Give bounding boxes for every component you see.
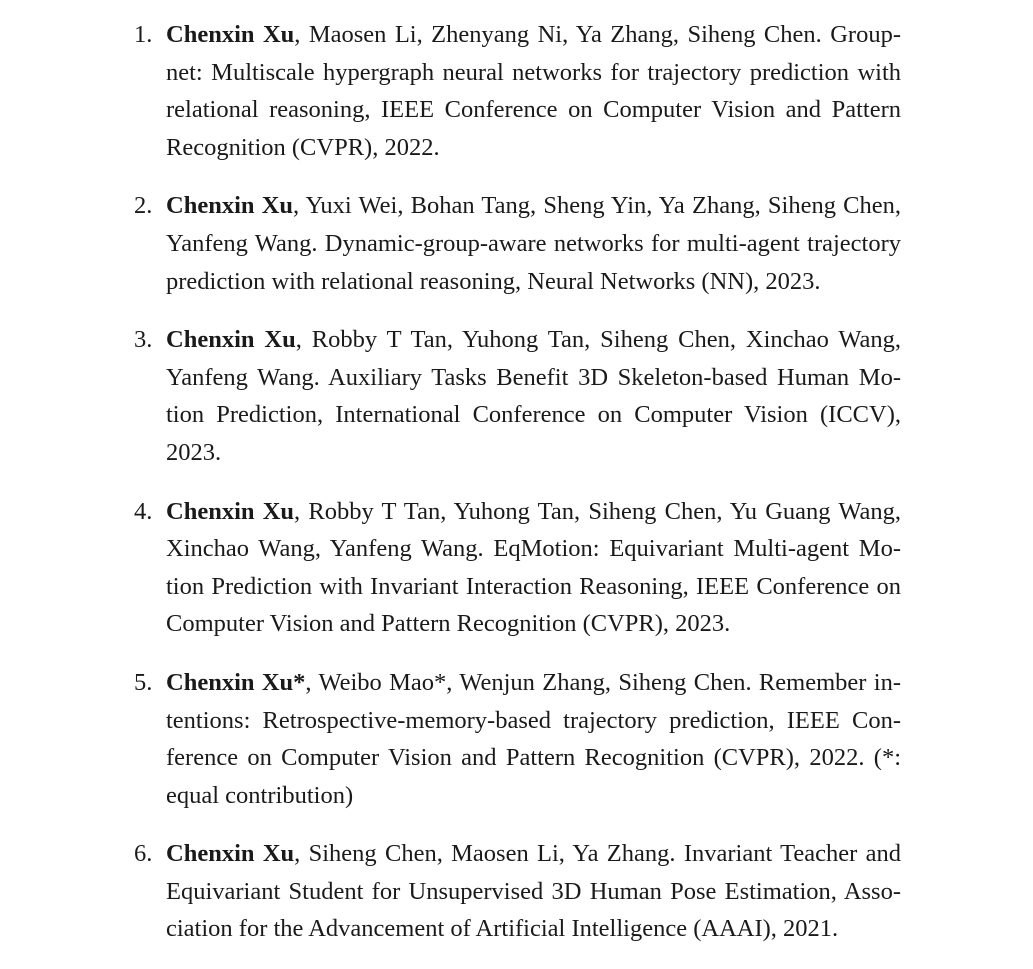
lead-author: Chenxin Xu*: [166, 668, 306, 696]
publication-item: [0, 16, 1033, 166]
publication-citation: , Maosen Li, Zhenyang Ni, Ya Zhang, Siheng Chen. Groupnet: Multiscale hypergraph neural networks for trajectory prediction with relational reasoning, IEEE Conference on Computer Vision and Pattern Recognition (CVPR), 2022.: [166, 21, 901, 161]
publication-citation: , Robby T Tan, Yuhong Tan, Siheng Chen, Yu Guang Wang, Xinchao Wang, Yanfeng Wang. EqMotion: Equivariant Multi-agent Motion Prediction with Invariant Interaction Reasoning, IEEE Conference on Computer Vision and Pattern Recognition (CVPR), 2023.: [166, 497, 901, 638]
lead-author: Chenxin Xu: [166, 840, 295, 868]
publication-item: [0, 493, 1033, 643]
publication-number: 3.: [134, 326, 153, 354]
publication-citation: , Robby T Tan, Yuhong Tan, Siheng Chen, Xinchao Wang, Yanfeng Wang. Auxiliary Tasks Benefit 3D Skeleton-based Human Motion Prediction, International Conference on Computer Vision (ICCV), 2023.: [166, 326, 901, 466]
publication-citation: , Siheng Chen, Maosen Li, Ya Zhang. Invariant Teacher and Equivariant Student for Unsupervised 3D Human Pose Estimation, Association for the Advancement of Artificial Intelligence (AAAI), 2021.: [166, 840, 901, 943]
publication-item: [0, 321, 1033, 471]
lead-author: Chenxin Xu: [166, 192, 294, 220]
publication-item: [0, 664, 1033, 814]
lead-author: Chenxin Xu: [166, 326, 296, 354]
publication-item: [0, 187, 1033, 300]
publication-list: [0, 16, 1033, 969]
lead-author: Chenxin Xu: [166, 21, 295, 48]
publication-item: [0, 835, 1033, 948]
publication-number: 4.: [134, 497, 153, 525]
publication-citation: , Weibo Mao*, Wenjun Zhang, Siheng Chen. Remember intentions: Retrospective-memory-based trajectory prediction, IEEE Conference on Computer Vision and Pattern Recognition (CVPR), 2022. (*: equal contribution): [166, 668, 901, 809]
publication-citation: , Yuxi Wei, Bohan Tang, Sheng Yin, Ya Zhang, Siheng Chen, Yanfeng Wang. Dynamic-group-aware networks for multi-agent trajectory prediction with relational reasoning, Neural Networks (NN), 2023.: [166, 192, 901, 295]
publication-number: 2.: [134, 192, 153, 220]
publication-number: 6.: [134, 840, 153, 868]
publication-number: 5.: [134, 668, 153, 696]
lead-author: Chenxin Xu: [166, 497, 295, 525]
publication-number: 1.: [134, 21, 153, 48]
